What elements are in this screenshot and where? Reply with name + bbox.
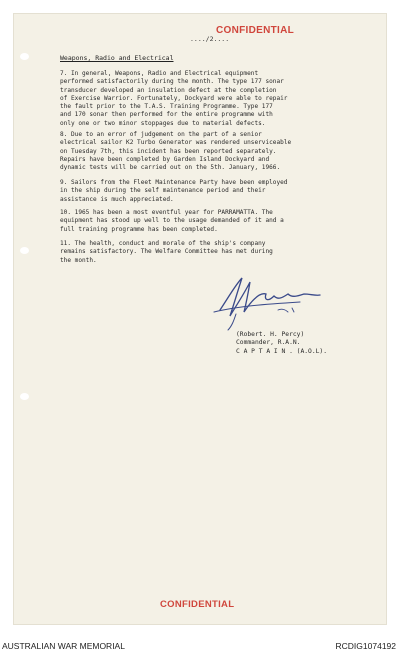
punch-hole bbox=[20, 53, 29, 60]
page-number: ..../2.... bbox=[190, 35, 230, 43]
confidential-stamp-top: CONFIDENTIAL bbox=[216, 25, 295, 36]
handwritten-signature bbox=[208, 270, 328, 332]
paragraph-11: 11. The health, conduct and morale of the ship's company remains satisfactory. The Welfare Committee has met during the month. bbox=[60, 240, 273, 264]
footer-institution: AUSTRALIAN WAR MEMORIAL bbox=[2, 641, 125, 651]
paragraph-9: 9. Sailors from the Fleet Maintenance Party have been employed in the ship during the self maintenance period and their assistance is much appreciated. bbox=[60, 179, 288, 203]
confidential-stamp-bottom: CONFIDENTIAL bbox=[160, 599, 235, 610]
signatory-rank: Commander, R.A.N. bbox=[236, 339, 301, 347]
signatory-title: C A P T A I N . (A.O.L). bbox=[236, 347, 327, 355]
paragraph-7: 7. In general, Weapons, Radio and Electrical equipment performed satisfactorily during the month. The type 177 sonar transducer developed an insulation defect at the completion of Exercise Warrior. Fortunately, Dockyard were able to repair the fault prior to the T.A.S. Training Programme. Type 177 and 170 sonar then performed for the entire programme with only one or two minor stoppages due to material defects. bbox=[60, 70, 288, 127]
punch-hole bbox=[20, 247, 29, 254]
signatory-name: (Robert. H. Percy) bbox=[236, 331, 305, 338]
punch-hole bbox=[20, 393, 29, 400]
paragraph-10: 10. 1965 has been a most eventful year for PARRAMATTA. The equipment has stood up well to the usage demanded of it and a full training programme has been completed. bbox=[60, 209, 284, 233]
section-heading: Weapons, Radio and Electrical bbox=[60, 54, 174, 62]
footer-record-id: RCDIG1074192 bbox=[335, 641, 396, 651]
signature-block bbox=[236, 331, 327, 356]
paragraph-8: 8. Due to an error of judgement on the part of a senior electrical sailor K2 Turbo Generator was rendered unserviceable on Tuesday 7th, this incident has been reported separately. Repairs have been completed by Garden Island Dockyard and dynamic tests will be carried out on the 5th. January, 1966. bbox=[60, 131, 292, 172]
